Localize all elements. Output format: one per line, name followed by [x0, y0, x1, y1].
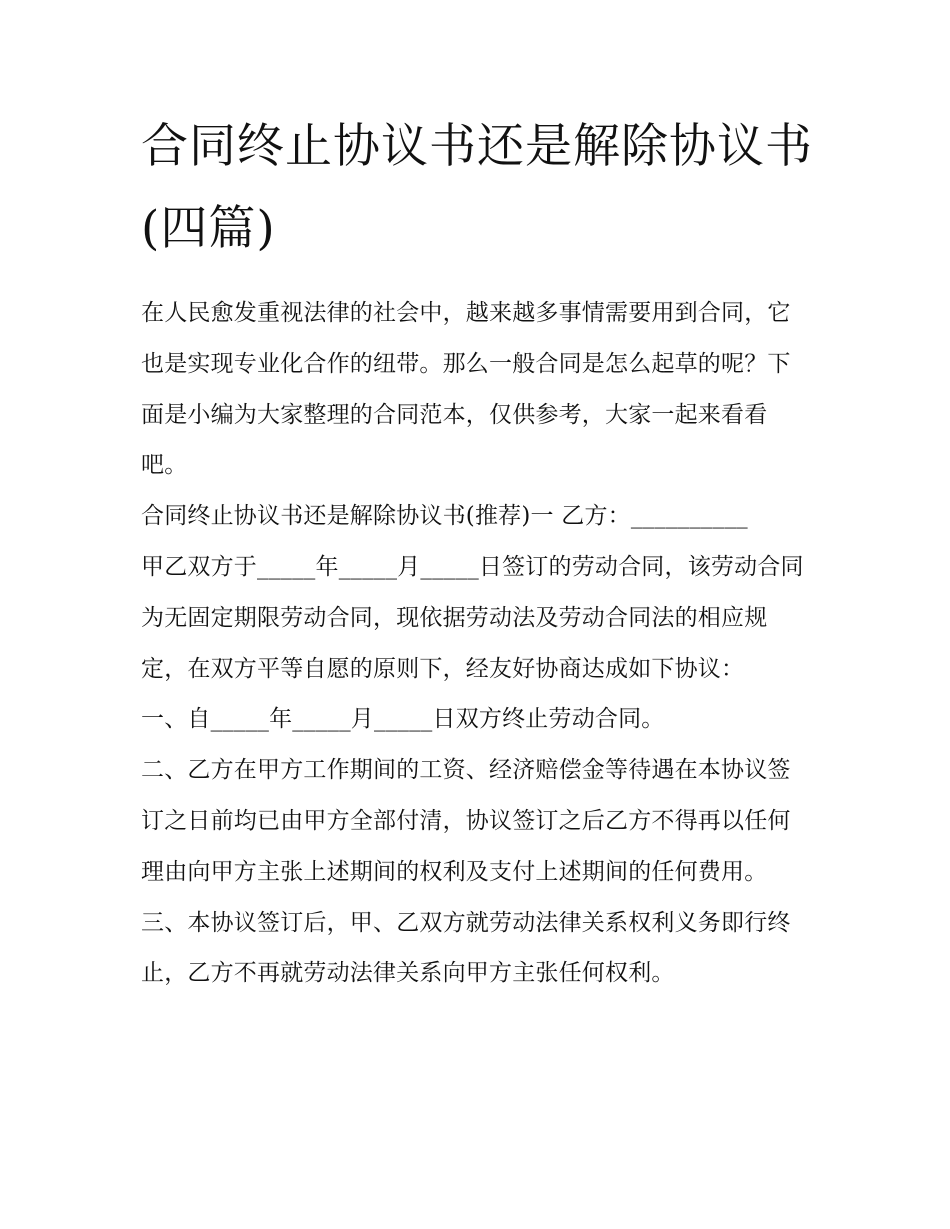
section-heading-paragraph: 合同终止协议书还是解除协议书(推荐)一 乙方：__________ — [141, 503, 748, 530]
document-body — [141, 288, 813, 999]
clause-three-paragraph: 三、本协议签订后，甲、乙双方就劳动法律关系权利义务即行终止，乙方不再就劳动法律关系向甲方主张任何权利。 — [141, 909, 791, 987]
document-title: 合同终止协议书还是解除协议书(四篇) — [141, 119, 813, 256]
clause-two-paragraph: 二、乙方在甲方工作期间的工资、经济赔偿金等待遇在本协议签订之日前均已由甲方全部付清，协议签订之后乙方不得再以任何理由向甲方主张上述期间的权利及支付上述期间的任何费用。 — [141, 757, 791, 885]
clause-one-paragraph: 一、自_____年_____月_____日双方终止劳动合同。 — [141, 706, 665, 733]
intro-paragraph: 在人民愈发重视法律的社会中，越来越多事情需要用到合同，它也是实现专业化合作的纽带。那么一般合同是怎么起草的呢？下面是小编为大家整理的合同范本，仅供参考，大家一起来看看吧。 — [141, 300, 791, 479]
document-content — [141, 106, 813, 999]
agreement-preamble-paragraph: 甲乙双方于_____年_____月_____日签订的劳动合同，该劳动合同为无固定期限劳动合同，现依据劳动法及劳动合同法的相应规定，在双方平等自愿的原则下，经友好协商达成如下协议： — [141, 553, 804, 682]
